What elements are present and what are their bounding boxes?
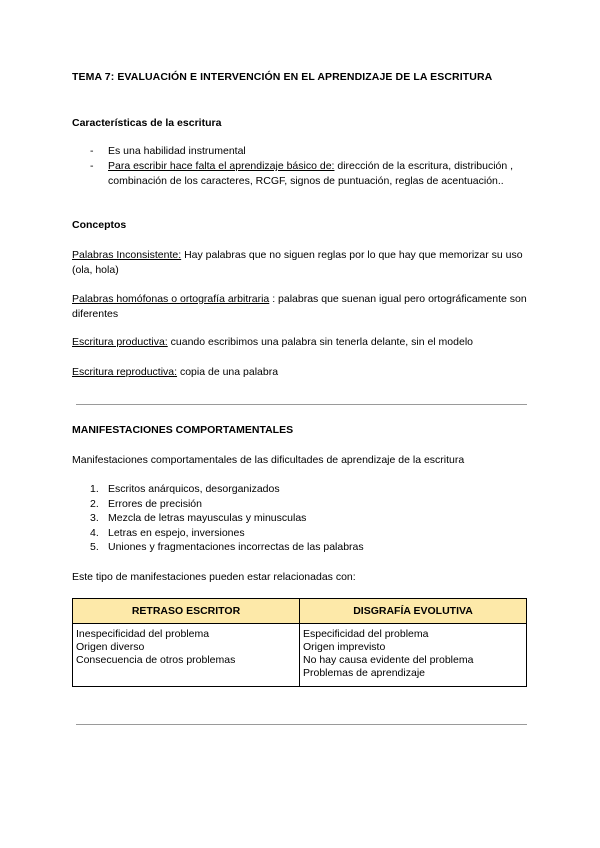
section-heading-caracteristicas: Características de la escritura — [72, 117, 222, 129]
table-cell-disgrafia-evolutiva — [300, 624, 527, 687]
item-underlined: Para escribir hace falta el aprendizaje básico de: — [108, 160, 335, 172]
table-header-row — [73, 599, 527, 624]
concept-term: Escritura reproductiva: — [72, 366, 178, 378]
item-text: dirección de la escritura, distribución , combinación de los caracteres, RCGF, signos de puntuación, reglas de acentuación.. — [108, 160, 514, 187]
concept-paragraph — [72, 365, 527, 380]
list-number: 5. — [90, 541, 99, 554]
section-heading-manifestaciones: MANIFESTACIONES COMPORTAMENTALES — [72, 424, 294, 436]
horizontal-divider — [76, 724, 527, 725]
list-number: 2. — [90, 497, 99, 510]
list-item — [72, 497, 527, 512]
concept-term: Palabras homófonas o ortografía arbitraria — [72, 293, 270, 305]
concept-text: : palabras que suenan igual pero ortográficamente son diferentes — [72, 293, 527, 320]
table-row — [73, 624, 527, 687]
concept-text: copia de una palabra — [177, 366, 279, 378]
cell-line: Consecuencia de otros problemas — [76, 654, 236, 666]
table-header-retraso-escritor: RETRASO ESCRITOR — [73, 599, 300, 624]
cell-line: Origen diverso — [76, 641, 145, 653]
list-item — [72, 540, 527, 555]
comparison-table — [72, 598, 527, 687]
table-cell-retraso-escritor — [73, 624, 300, 687]
list-item — [72, 482, 527, 497]
manifestaciones-intro: Manifestaciones comportamentales de las dificultades de aprendizaje de la escritura — [72, 454, 465, 466]
item-text: Es una habilidad instrumental — [108, 145, 246, 157]
list-item-text: Escritos anárquicos, desorganizados — [108, 483, 280, 495]
page-title: TEMA 7: EVALUACIÓN E INTERVENCIÓN EN EL APRENDIZAJE DE LA ESCRITURA — [72, 71, 493, 83]
concept-paragraph — [72, 335, 527, 350]
concept-term: Palabras Inconsistente: — [72, 249, 182, 261]
list-item — [72, 526, 527, 541]
cell-line: Inespecificidad del problema — [76, 628, 210, 640]
concept-paragraph — [72, 248, 527, 278]
list-item-text: Mezcla de letras mayusculas y minusculas — [108, 512, 307, 525]
section-heading-conceptos: Conceptos — [72, 219, 127, 231]
list-item — [72, 511, 527, 526]
cell-line: Origen imprevisto — [303, 641, 386, 653]
list-item — [72, 159, 527, 189]
concept-paragraph — [72, 292, 527, 322]
list-item-text: Letras en espejo, inversiones — [108, 526, 245, 539]
concept-text: Hay palabras que no siguen reglas por lo que hay que memorizar su uso (ola, hola) — [72, 249, 523, 276]
dash-bullet: - — [90, 145, 94, 157]
relation-text: Este tipo de manifestaciones pueden estar relacionadas con: — [72, 571, 356, 583]
table-header-disgrafia-evolutiva: DISGRAFÍA EVOLUTIVA — [300, 599, 527, 624]
list-number: 1. — [90, 483, 99, 495]
concept-term: Escritura productiva: — [72, 336, 168, 348]
cell-line: No hay causa evidente del problema — [303, 654, 474, 666]
list-item-text: Errores de precisión — [108, 497, 202, 510]
manifestaciones-list — [72, 482, 527, 555]
cell-line: Especificidad del problema — [303, 628, 429, 640]
dash-bullet: - — [90, 160, 94, 172]
list-item — [72, 144, 527, 159]
list-number: 4. — [90, 526, 99, 539]
concept-text: cuando escribimos una palabra sin tenerla delante, sin el modelo — [167, 336, 473, 348]
horizontal-divider — [76, 404, 527, 405]
list-item-text: Uniones y fragmentaciones incorrectas de las palabras — [108, 541, 364, 554]
caracteristicas-list — [72, 144, 527, 189]
cell-line: Problemas de aprendizaje — [303, 667, 425, 679]
list-number: 3. — [90, 512, 99, 525]
